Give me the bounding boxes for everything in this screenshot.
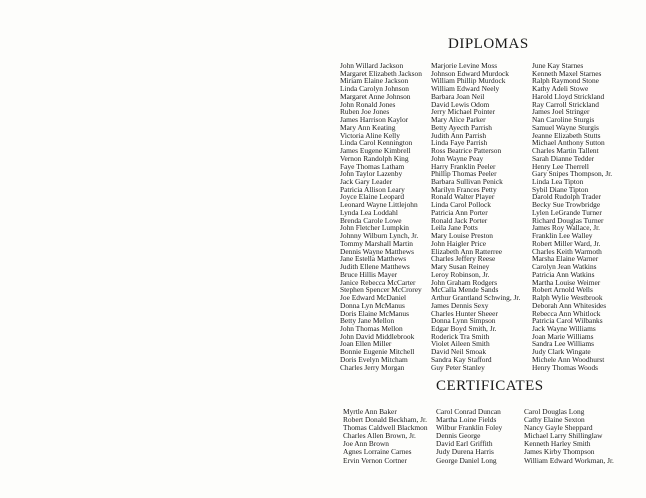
- name-entry: Lynda Lea Loddahl: [340, 207, 398, 217]
- name-entry: Ervin Vernon Cortner: [343, 455, 407, 465]
- name-entry: Nancy Gayle Sheppard: [524, 423, 593, 433]
- name-entry: Patricia Allison Leary: [340, 184, 405, 194]
- name-entry: Thomas Caldwell Blackmon: [343, 423, 428, 433]
- name-entry: Henry Lee Therrell: [532, 161, 589, 171]
- name-entry: Leonard Wayne Littlejohn: [340, 200, 418, 210]
- name-entry: Sandra Lee Williams: [532, 339, 594, 349]
- diplomas-column-2: [431, 62, 520, 371]
- name-entry: Vernon Randolph King: [340, 153, 409, 163]
- name-entry: Edgar Boyd Smith, Jr.: [431, 323, 497, 333]
- name-entry: Dennis George: [436, 431, 481, 441]
- name-entry: Mary Louise Preston: [431, 231, 493, 241]
- name-entry: Henry Thomas Woods: [532, 362, 599, 372]
- name-entry: June Kay Starnes: [532, 61, 584, 70]
- name-entry: Linda Carolyn Johnson: [340, 84, 409, 94]
- certificates-column-2: [436, 408, 502, 465]
- name-entry: Franklin Lee Walley: [532, 231, 593, 241]
- name-entry: John Fletcher Lumpkin: [340, 223, 409, 233]
- name-entry: Deborah Ann Whitesides: [532, 300, 607, 310]
- name-entry: Patricia Carol Wilbanks: [532, 316, 603, 326]
- name-entry: Samuel Wayne Sturgis: [532, 122, 599, 132]
- name-entry: Myrtle Ann Baker: [343, 407, 397, 416]
- certificates-heading: CERTIFICATES: [436, 378, 544, 394]
- name-entry: Jane Estella Matthews: [340, 254, 407, 264]
- name-entry: Margaret Anne Johnson: [340, 91, 411, 101]
- name-entry: Judy Clark Wingate: [532, 347, 591, 357]
- name-entry: Stephen Spencer McCrorey: [340, 285, 422, 295]
- name-entry: Roderick Tra Smith: [431, 331, 490, 341]
- name-entry: Linda Faye Parrish: [431, 138, 488, 148]
- name-entry: Ross Beatrice Patterson: [431, 146, 502, 156]
- name-entry: Judith Ann Parrish: [431, 130, 487, 140]
- name-entry: Patricia Ann Porter: [431, 207, 488, 217]
- name-entry: Joe Ann Brown: [343, 439, 389, 449]
- name-entry: Linda Lea Tipton: [532, 177, 584, 187]
- name-entry: Charles Jerry Morgan: [340, 362, 405, 372]
- name-entry: Robert Donald Beckham, Jr.: [343, 415, 427, 425]
- name-entry: Brenda Carole Lowe: [340, 215, 402, 225]
- name-entry: Joan Ellen Miller: [340, 339, 392, 349]
- name-entry: Darold Rudolph Trader: [532, 192, 601, 202]
- name-entry: Phillip Thomas Peeler: [431, 169, 497, 179]
- name-entry: Robert Arnold Wells: [532, 285, 593, 295]
- diplomas-column-1: [340, 62, 422, 371]
- name-entry: Robert Miller Ward, Jr.: [532, 238, 601, 248]
- certificates-column-3: [524, 408, 614, 465]
- name-entry: Barbara Sullivan Penick: [431, 177, 503, 187]
- name-entry: Joe Edward McDaniel: [340, 293, 407, 303]
- name-entry: Violet Aileen Smith: [431, 339, 490, 349]
- name-entry: Johnson Edward Murdock: [431, 68, 510, 78]
- name-entry: John David Middlebrook: [340, 331, 415, 341]
- name-entry: Johnny Wilburn Lynch, Jr.: [340, 231, 419, 241]
- name-entry: John Ronald Jones: [340, 99, 396, 109]
- name-entry: Mary Alice Parker: [431, 115, 486, 125]
- name-entry: Rebecca Ann Whitlock: [532, 308, 601, 318]
- diplomas-heading: DIPLOMAS: [448, 36, 529, 52]
- name-entry: Judith Ellene Matthews: [340, 262, 410, 272]
- name-entry: Bruce Hillis Mayer: [340, 269, 398, 279]
- name-entry: James Roy Wallace, Jr.: [532, 223, 601, 233]
- name-entry: Judy Durena Harris: [436, 447, 494, 457]
- name-entry: John Wayne Peay: [431, 153, 484, 163]
- name-entry: Betty Ayecth Parrish: [431, 122, 492, 132]
- name-entry: Bonnie Eugenie Mitchell: [340, 347, 415, 357]
- name-entry: Harry Franklin Peeler: [431, 161, 496, 171]
- name-entry: Leroy Robinson, Jr.: [431, 269, 490, 279]
- name-entry: James Kirby Thompson: [524, 447, 595, 457]
- name-entry: Doris Elaine McManus: [340, 308, 409, 318]
- name-entry: Mary Ann Keating: [340, 122, 396, 132]
- name-entry: David Lewis Odom: [431, 99, 490, 109]
- name-entry: James Harrison Kaylor: [340, 115, 409, 125]
- name-entry: Kenneth Harley Smith: [524, 439, 591, 449]
- name-entry: Barbara Joan Neil: [431, 91, 485, 101]
- name-entry: Janice Rebecca McCarter: [340, 277, 416, 287]
- name-entry: Martha Louise Weimer: [532, 277, 601, 287]
- name-entry: Martha Loine Fields: [436, 415, 497, 425]
- name-entry: McCalla Mende Sands: [431, 285, 499, 295]
- name-entry: Gary Snipes Thompson, Jr.: [532, 169, 613, 179]
- name-entry: Leila Jane Potts: [431, 223, 478, 233]
- name-entry: Charles Martin Tallent: [532, 146, 599, 156]
- name-entry: Jeanne Elizabeth Stutts: [532, 130, 601, 140]
- name-entry: Sandra Kay Stafford: [431, 354, 492, 364]
- name-entry: Kenneth Maxel Starnes: [532, 68, 602, 78]
- name-entry: John Graham Rodgers: [431, 277, 498, 287]
- name-entry: Dennis Wayne Matthews: [340, 246, 414, 256]
- name-entry: Nan Caroline Sturgis: [532, 115, 595, 125]
- name-entry: George Daniel Long: [436, 455, 497, 465]
- name-entry: Becky Sue Trowbridge: [532, 200, 601, 210]
- name-entry: John Haigler Price: [431, 238, 487, 248]
- name-entry: Charles Jeffery Reese: [431, 254, 496, 264]
- name-entry: William Edward Workman, Jr.: [524, 455, 614, 465]
- name-entry: Sarah Dianne Tedder: [532, 153, 595, 163]
- name-entry: Michael Larry Shillinglaw: [524, 431, 603, 441]
- name-entry: Linda Carol Kennington: [340, 138, 413, 148]
- certificates-column-1: [343, 408, 428, 465]
- name-entry: Ronald Jack Porter: [431, 215, 488, 225]
- name-entry: Arthur Grantland Schwing, Jr.: [431, 293, 521, 303]
- name-entry: Ray Carroll Strickland: [532, 99, 599, 109]
- name-entry: Victoria Aline Kelly: [340, 130, 400, 140]
- name-entry: David Neil Smoak: [431, 347, 487, 357]
- name-entry: Marsha Elaine Warner: [532, 254, 599, 264]
- name-entry: Marjorie Levine Moss: [431, 61, 498, 70]
- name-entry: Margaret Elizabeth Jackson: [340, 68, 422, 78]
- name-entry: Charles Hunter Sheeer: [431, 308, 498, 318]
- name-entry: Tommy Marshall Martin: [340, 238, 413, 248]
- name-entry: James Eugene Kimbrell: [340, 146, 411, 156]
- name-entry: Miriam Elaine Jackson: [340, 76, 409, 86]
- name-entry: William Phillip Murdock: [431, 76, 506, 86]
- name-entry: David Earl Griffith: [436, 439, 493, 449]
- name-entry: Faye Thomas Latham: [340, 161, 405, 171]
- name-entry: William Edward Neely: [431, 84, 500, 94]
- name-entry: Carol Douglas Long: [524, 407, 585, 416]
- name-entry: Sybil Diane Tipton: [532, 184, 589, 194]
- name-entry: Carolyn Jean Watkins: [532, 262, 597, 272]
- name-entry: Donna Lyn McManus: [340, 300, 405, 310]
- name-entry: James Joel Stringer: [532, 107, 590, 117]
- name-entry: Agnes Lorraine Carnes: [343, 447, 412, 457]
- name-entry: John Thomas Mellon: [340, 323, 403, 333]
- name-entry: Betty Jane Mellon: [340, 316, 395, 326]
- name-entry: Jerry Michael Pointer: [431, 107, 496, 117]
- name-entry: Michele Ann Woodhurst: [532, 354, 605, 364]
- name-entry: Jack Wayne Williams: [532, 323, 596, 333]
- name-entry: Elizabeth Ann Ratterree: [431, 246, 503, 256]
- name-entry: Ralph Wylie Westbrook: [532, 293, 603, 303]
- name-entry: Cathy Elaine Sexton: [524, 415, 585, 425]
- name-entry: Guy Peter Stanley: [431, 362, 485, 372]
- name-entry: Linda Carol Pollock: [431, 200, 491, 210]
- name-entry: Charles Keith Warmoth: [532, 246, 602, 256]
- name-entry: Patricia Ann Watkins: [532, 269, 595, 279]
- name-entry: Michael Anthony Sutton: [532, 138, 605, 148]
- name-entry: Charles Allen Brown, Jr.: [343, 431, 416, 441]
- name-entry: Wilbur Franklin Foley: [436, 423, 503, 433]
- name-entry: John Willard Jackson: [340, 61, 404, 70]
- name-entry: Lylen LeGrande Turner: [532, 207, 602, 217]
- name-entry: Harold Lloyd Strickland: [532, 91, 605, 101]
- name-entry: Ralph Raymond Stone: [532, 76, 599, 86]
- name-entry: Joyce Elaine Leopard: [340, 192, 405, 202]
- name-entry: Kathy Adeli Stowe: [532, 84, 589, 94]
- name-entry: Doris Evelyn Mitcham: [340, 354, 408, 364]
- diplomas-column-3: [532, 62, 612, 371]
- name-entry: James Dennis Sexy: [431, 300, 489, 310]
- name-entry: Carol Conrad Duncan: [436, 407, 501, 416]
- name-entry: Ruben Joe Jones: [340, 107, 390, 117]
- name-entry: Mary Susan Reiney: [431, 262, 490, 272]
- name-entry: Marilyn Frances Petty: [431, 184, 497, 194]
- name-entry: Ronald Walter Player: [431, 192, 495, 202]
- name-entry: Jack Gary Leader: [340, 177, 393, 187]
- name-entry: Joan Marie Williams: [532, 331, 594, 341]
- name-entry: Donna Lynn Simpson: [431, 316, 496, 326]
- name-entry: Richard Douglas Turner: [532, 215, 604, 225]
- name-entry: John Taylor Lazenby: [340, 169, 403, 179]
